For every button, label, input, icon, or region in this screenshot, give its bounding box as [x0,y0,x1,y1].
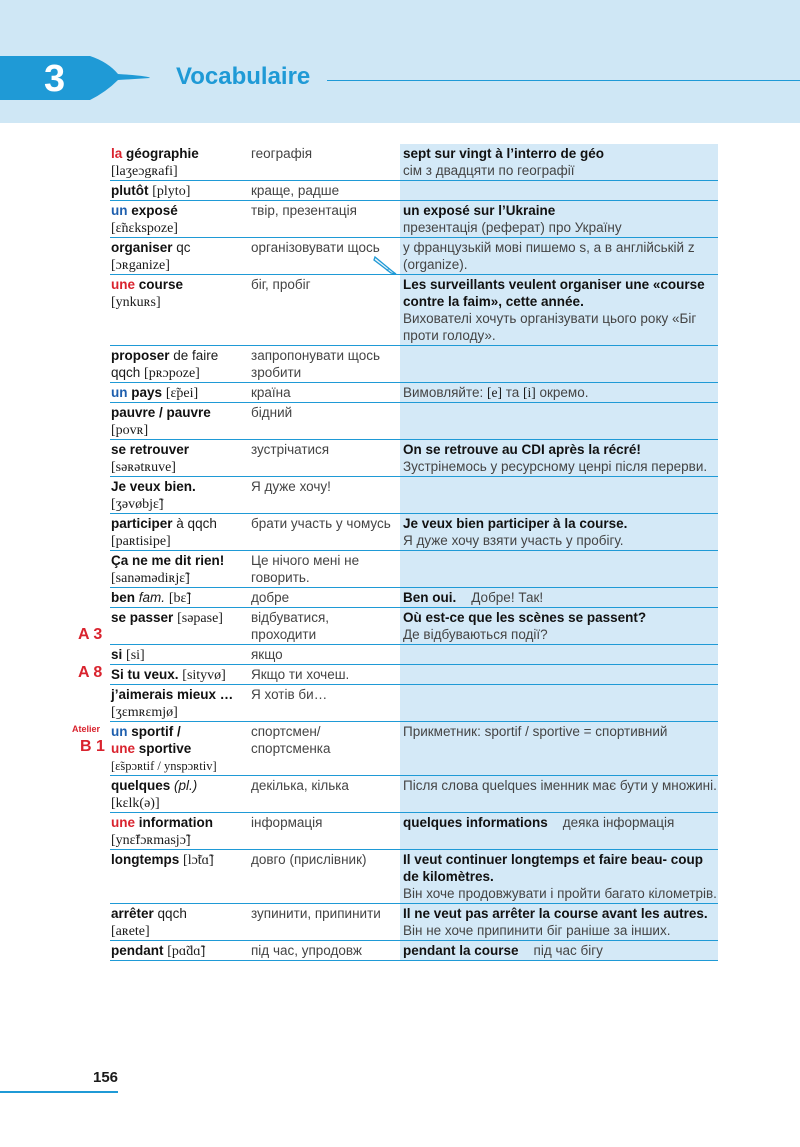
vocab-word: sportif / [131,724,181,739]
article: la [111,146,123,161]
vocab-word: géographie [126,146,199,161]
chapter-number: 3 [44,58,66,100]
vocab-word: participer [111,516,173,531]
translation: бідний [251,405,293,420]
article: un [111,724,128,739]
example-ua: деяка інформація [562,815,675,830]
phonetic: [ɛ̃nɛkspoze] [111,221,178,236]
vocab-complement: qqch [157,906,187,921]
vocab-word: plutôt [111,183,149,198]
vocab-row [110,440,718,477]
footer-rule [0,1091,118,1093]
phonetic: [sityvø] [182,668,226,683]
vocab-word: organiser [111,240,173,255]
translation: відбуватися, проходити [251,610,330,642]
example-note: Прикметник: sportif / sportive = спортивний [403,724,668,739]
phonetic: [aʀete] [111,924,150,939]
phonetic: [si] [126,648,145,663]
vocab-row [110,144,718,181]
vocab-row [110,941,718,961]
vocab-word: pendant [111,943,164,958]
translation: географія [251,146,313,161]
vocab-word: information [138,815,214,830]
example-note: окремо. [535,385,589,400]
phonetic: [e] [486,385,502,400]
page-title: Vocabulaire [176,63,311,90]
translation: зупинити, припинити [251,906,381,921]
example-fr: Je veux bien participer à la course. [403,516,628,531]
example-ua: Добре! Так! [471,590,544,605]
vocab-word: longtemps [111,852,180,867]
side-label-a3: A 3 [78,626,103,643]
translation: якщо [251,647,283,662]
vocab-row [110,904,718,941]
article: une [111,277,136,292]
example-fr: quelques informations [403,815,548,830]
vocab-row [110,850,718,904]
translation: зустрічатися [251,442,330,457]
vocab-complement: de faire qqch [111,348,219,380]
vocab-complement: à qqch [176,516,217,531]
example-cell [400,685,718,721]
phonetic: [səpase] [177,611,223,626]
vocab-row [110,346,718,383]
translation: інформація [251,815,323,830]
vocab-row [110,275,718,346]
vocab-row [110,722,718,776]
article: un [111,385,128,400]
vocab-row [110,645,718,665]
vocab-word: Je veux bien. [111,479,196,494]
vocab-row [110,201,718,238]
phonetic: [bɛ̃] [168,591,192,606]
vocab-row [110,181,718,201]
translation: Я дуже хочу! [251,479,331,494]
phonetic: [paʀtisipe] [111,534,171,549]
example-ua: Я дуже хочу взяти участь у пробігу. [403,533,624,548]
vocab-row [110,403,718,440]
vocab-row [110,813,718,850]
phonetic: [ynɛ̃fɔʀmasjɔ̃] [111,833,191,848]
translation: спортсмен/ спортсменка [251,724,331,756]
example-cell [400,477,718,513]
vocab-word: Ça ne me dit rien! [111,553,225,568]
vocab-word: si [111,647,123,662]
vocab-row [110,608,718,645]
example-fr: Les surveillants veulent organiser une «course contre la faim», cette année. [403,277,705,309]
example-note: Вимовляйте: [403,385,487,400]
phonetic: [pʀɔpoze] [144,366,200,381]
article: une [111,741,136,756]
phonetic: [pɑ̃dɑ̃] [167,944,206,959]
vocab-word: pauvre / pauvre [111,405,211,420]
example-note: у французькій мові пишемо s, а в англійській z (organize). [403,240,695,272]
side-label-b1: B 1 [80,738,105,755]
example-note: та [501,385,523,400]
vocab-row [110,665,718,685]
example-cell [400,551,718,587]
example-cell [400,181,718,200]
translation: біг, пробіг [251,277,311,292]
example-fr: un exposé sur l’Ukraine [403,203,556,218]
phonetic: [lɔ̃tɑ̃] [183,853,214,868]
translation: добре [251,590,290,605]
example-ua: Він не хоче припинити біг раніше за інших. [403,923,671,938]
vocab-word: arrêter [111,906,154,921]
article: un [111,203,128,218]
usage-note: (pl.) [174,778,198,793]
example-fr: pendant la course [403,943,519,958]
vocab-complement: qc [176,240,191,255]
vocab-word: ben [111,590,136,605]
vocab-row [110,383,718,403]
translation: довго (прислівник) [251,852,367,867]
phonetic: [i] [523,385,536,400]
example-fr: sept sur vingt à l’interro de géo [403,146,605,161]
example-ua: сім з двадцяти по географії [403,163,575,178]
translation: твір, презентація [251,203,357,218]
example-ua: Де відбуваються події? [403,627,548,642]
example-fr: Ben oui. [403,590,457,605]
chapter-tab-icon [0,0,800,123]
translation: запропонувати щось зробити [251,348,381,380]
vocab-row [110,551,718,588]
vocab-row [110,776,718,813]
vocab-word: sportive [138,741,192,756]
phonetic: [ɛ̃spɔʀtif / ynspɔʀtiv] [111,759,217,773]
vocab-word: Si tu veux. [111,667,179,682]
example-cell [400,645,718,664]
example-cell [400,403,718,439]
phonetic: [kɛlk(ə)] [111,796,160,811]
side-label-a8: A 8 [78,664,103,681]
phonetic: [ɔʀganize] [111,258,170,273]
vocab-word: proposer [111,348,170,363]
translation: Якщо ти хочеш. [251,667,350,682]
translation: Я хотів би… [251,687,328,702]
example-fr: Il veut continuer longtemps et faire beau- coup de kilomètres. [403,852,704,884]
translation: краще, радше [251,183,340,198]
vocab-row [110,514,718,551]
translation: брати участь у чомусь [251,516,391,531]
vocab-word: pays [131,385,163,400]
translation: організовувати щось [251,240,380,255]
example-fr: Où est-ce que les scènes se passent? [403,610,647,625]
vocab-word: course [138,277,184,292]
vocab-word: se passer [111,610,174,625]
phonetic: [sanəmədiʀjɛ̃] [111,571,190,586]
phonetic: [səʀətʀuve] [111,460,176,475]
phonetic: [ʒəvøbjɛ̃] [111,497,164,512]
example-cell [400,346,718,382]
example-ua: Зустрінемось у ресурсному ценрі після перерви. [403,459,708,474]
vocab-row [110,238,718,275]
side-label-atelier: Atelier [72,724,101,734]
example-fr: On se retrouve au CDI après la récré! [403,442,641,457]
vocab-row [110,477,718,514]
example-ua: Він хоче продовжувати і пройти багато кілометрів. [403,886,717,901]
vocabulary-table [110,144,718,961]
example-cell [400,665,718,684]
example-fr: Il ne veut pas arrêter la course avant les autres. [403,906,708,921]
vocab-row [110,685,718,722]
example-note: Після слова quelques іменник має бути у множині. [403,778,717,793]
vocab-word: j’aimerais mieux … [111,687,234,702]
vocab-word: quelques [111,778,171,793]
usage-note: fam. [138,590,166,605]
translation: декілька, кілька [251,778,349,793]
translation: країна [251,385,291,400]
page-number: 156 [93,1069,119,1086]
vocab-row [110,588,718,608]
translation: Це нічого мені не говорить. [251,553,360,585]
phonetic: [plyto] [152,184,191,199]
vocab-word: exposé [131,203,178,218]
example-ua: презентація (реферат) про Україну [403,220,622,235]
phonetic: [ʒɛmʀɛmjø] [111,705,178,720]
example-ua: Вихователі хочуть організувати цього року «Біг проти голоду». [403,311,697,343]
phonetic: [ɛ̃pei] [165,386,199,401]
header-rule [327,80,800,81]
vocab-word: se retrouver [111,442,190,457]
example-ua: під час бігу [533,943,603,958]
phonetic: [povʀ] [111,423,149,438]
article: une [111,815,136,830]
phonetic: [ynkuʀs] [111,295,161,310]
translation: під час, упродовж [251,943,362,958]
phonetic: [laʒeɔgʀafi] [111,164,178,179]
